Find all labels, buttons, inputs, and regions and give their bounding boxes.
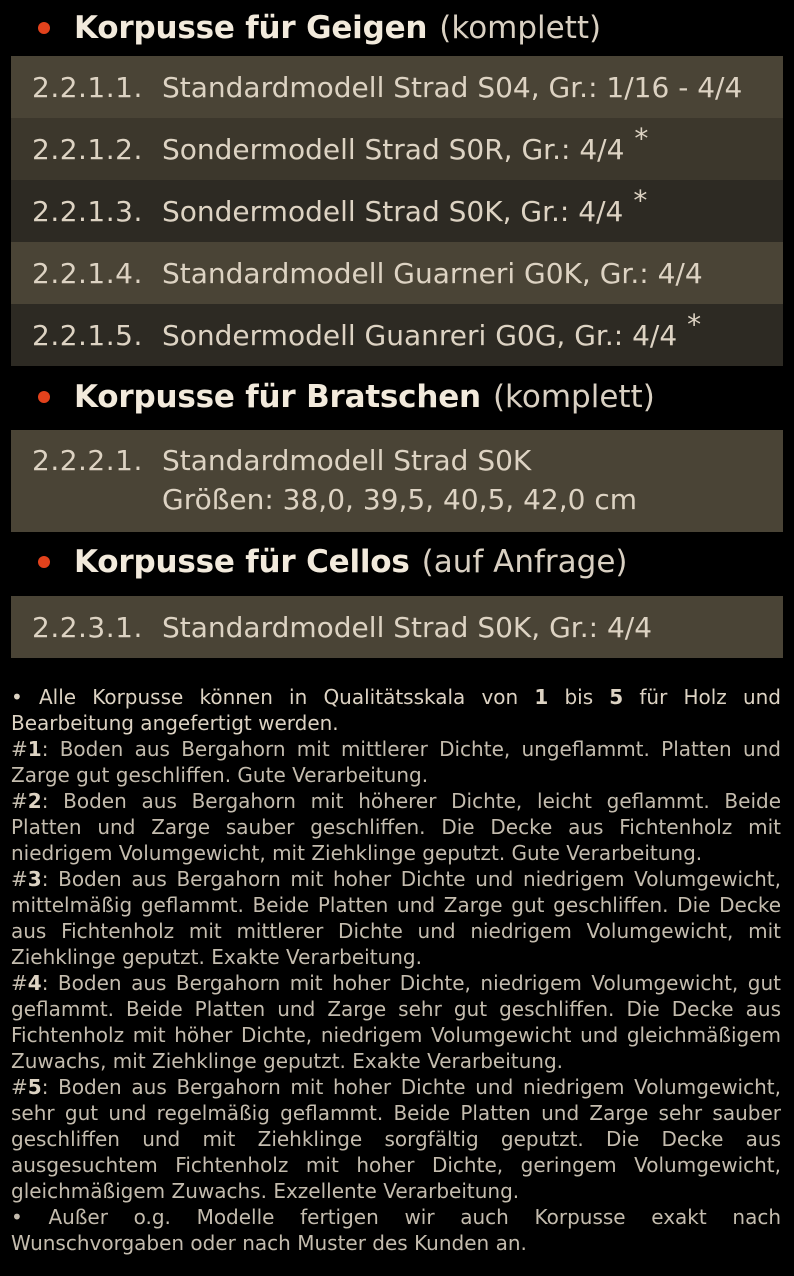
item-sizes: Größen: 38,0, 39,5, 40,5, 42,0 cm [162, 483, 638, 516]
item-text: Sondermodell Strad S0R, Gr.: 4/4 [162, 132, 625, 166]
section-title: Korpusse für Geigen [74, 10, 428, 46]
item-list-cellos [11, 596, 783, 658]
item-text: Sondermodell Guanreri G0G, Gr.: 4/4 [162, 318, 678, 352]
grade-max: 5 [609, 685, 624, 709]
list-item [11, 56, 783, 118]
item-number: 2.2.3.1. [32, 610, 143, 644]
item-text: Standardmodell Strad S04, Gr.: 1/16 - 4/4 [162, 70, 743, 104]
notes-intro-text: • Alle Korpusse können in Qualitätsskala von [11, 685, 535, 709]
section-qualifier: (komplett) [492, 379, 655, 415]
grade-number: 2 [27, 789, 42, 813]
item-text: Standardmodell Strad S0K, Gr.: 4/4 [162, 610, 653, 644]
asterisk-mark: * [687, 307, 702, 341]
grade-text: : Boden aus Bergahorn mit hoher Dichte und niedrigem Volumgewicht, sehr gut und regelmäßig geflammt. Beide Platten und Zarge sehr sauber geschliffen und mit Ziehklinge sorgfältig geputzt. Die Decke aus ausgesuchtem Fichtenholz mit hoher Dichte, geringem Volumgewicht, gleichmäßigem Zuwachs. Exzellente Verarbeitung. [11, 1075, 781, 1203]
grade-note-3 [11, 866, 781, 970]
item-number: 2.2.1.5. [32, 318, 143, 352]
grade-note-2 [11, 788, 781, 866]
list-item [11, 118, 783, 180]
item-number: 2.2.1.4. [32, 256, 143, 290]
item-text: Sondermodell Strad S0K, Gr.: 4/4 [162, 194, 624, 228]
section-qualifier: (komplett) [439, 10, 602, 46]
grade-number: 1 [27, 737, 42, 761]
notes-outro: • Außer o.g. Modelle fertigen wir auch Korpusse exakt nach Wunschvorgaben oder nach Muster des Kunden an. [11, 1205, 781, 1255]
item-number: 2.2.1.2. [32, 132, 143, 166]
grade-number: 5 [27, 1075, 42, 1099]
grade-number: 4 [27, 971, 42, 995]
section-qualifier: (auf Anfrage) [421, 544, 628, 580]
grade-text: : Boden aus Bergahorn mit höherer Dichte, leicht geflammt. Beide Platten und Zarge sauber geschliffen. Die Decke aus Fichtenholz mit niedrigem Volumgewicht, mit Ziehklinge geputzt. Gute Verarbeitung. [11, 789, 781, 865]
asterisk-mark: * [633, 183, 648, 217]
list-item [11, 596, 783, 658]
bullet-icon [38, 391, 50, 403]
section-heading-cellos [0, 534, 794, 590]
item-number: 2.2.1.3. [32, 194, 143, 228]
grade-note-4 [11, 970, 781, 1074]
grade-hash: # [11, 867, 28, 891]
notes-intro-text: bis [548, 685, 610, 709]
grade-hash: # [11, 1075, 28, 1099]
grade-text: : Boden aus Bergahorn mit mittlerer Dichte, ungeflammt. Platten und Zarge gut geschliffen. Gute Verarbeitung. [11, 737, 781, 787]
list-item [11, 304, 783, 366]
item-text: Standardmodell Guarneri G0K, Gr.: 4/4 [162, 256, 703, 290]
bullet-icon [38, 556, 50, 568]
item-text: Standardmodell Strad S0K [162, 444, 532, 477]
section-title: Korpusse für Cellos [74, 544, 410, 580]
grade-note-5 [11, 1074, 781, 1204]
section-heading-bratschen [0, 369, 794, 425]
list-item [11, 242, 783, 304]
grade-min: 1 [534, 685, 549, 709]
bullet-icon [38, 22, 50, 34]
notes-block [11, 684, 781, 1256]
list-item [11, 180, 783, 242]
section-title: Korpusse für Bratschen [74, 379, 481, 415]
item-list-geigen [11, 56, 783, 366]
list-item [11, 430, 783, 532]
item-list-bratschen [11, 430, 783, 532]
grade-hash: # [11, 737, 28, 761]
item-number: 2.2.2.1. [32, 444, 143, 477]
grade-text: : Boden aus Bergahorn mit hoher Dichte und niedrigem Volumgewicht, mittelmäßig geflammt. Beide Platten und Zarge gut geschliffen. Die Decke aus Fichtenholz mit mittlerer Dichte und niedrigem Volumgewicht, mit Ziehklinge geputzt. Exakte Verarbeitung. [11, 867, 781, 969]
grade-hash: # [11, 789, 28, 813]
item-number: 2.2.1.1. [32, 70, 143, 104]
grade-text: : Boden aus Bergahorn mit hoher Dichte, niedrigem Volumgewicht, gut geflammt. Beide Platten und Zarge sehr gut geschliffen. Die Decke aus Fichtenholz mit höher Dichte, niedrigem Volumgewicht und gleichmäßigem Zuwachs, mit Ziehklinge geputzt. Exakte Verarbeitung. [11, 971, 781, 1073]
notes-intro-text: für Holz und Bearbeitung angefertigt werden. [11, 685, 782, 735]
grade-hash: # [11, 971, 28, 995]
section-heading-geigen [0, 0, 794, 56]
grade-number: 3 [27, 867, 42, 891]
notes-intro [11, 684, 781, 736]
asterisk-mark: * [634, 121, 649, 155]
grade-note-1 [11, 736, 781, 788]
